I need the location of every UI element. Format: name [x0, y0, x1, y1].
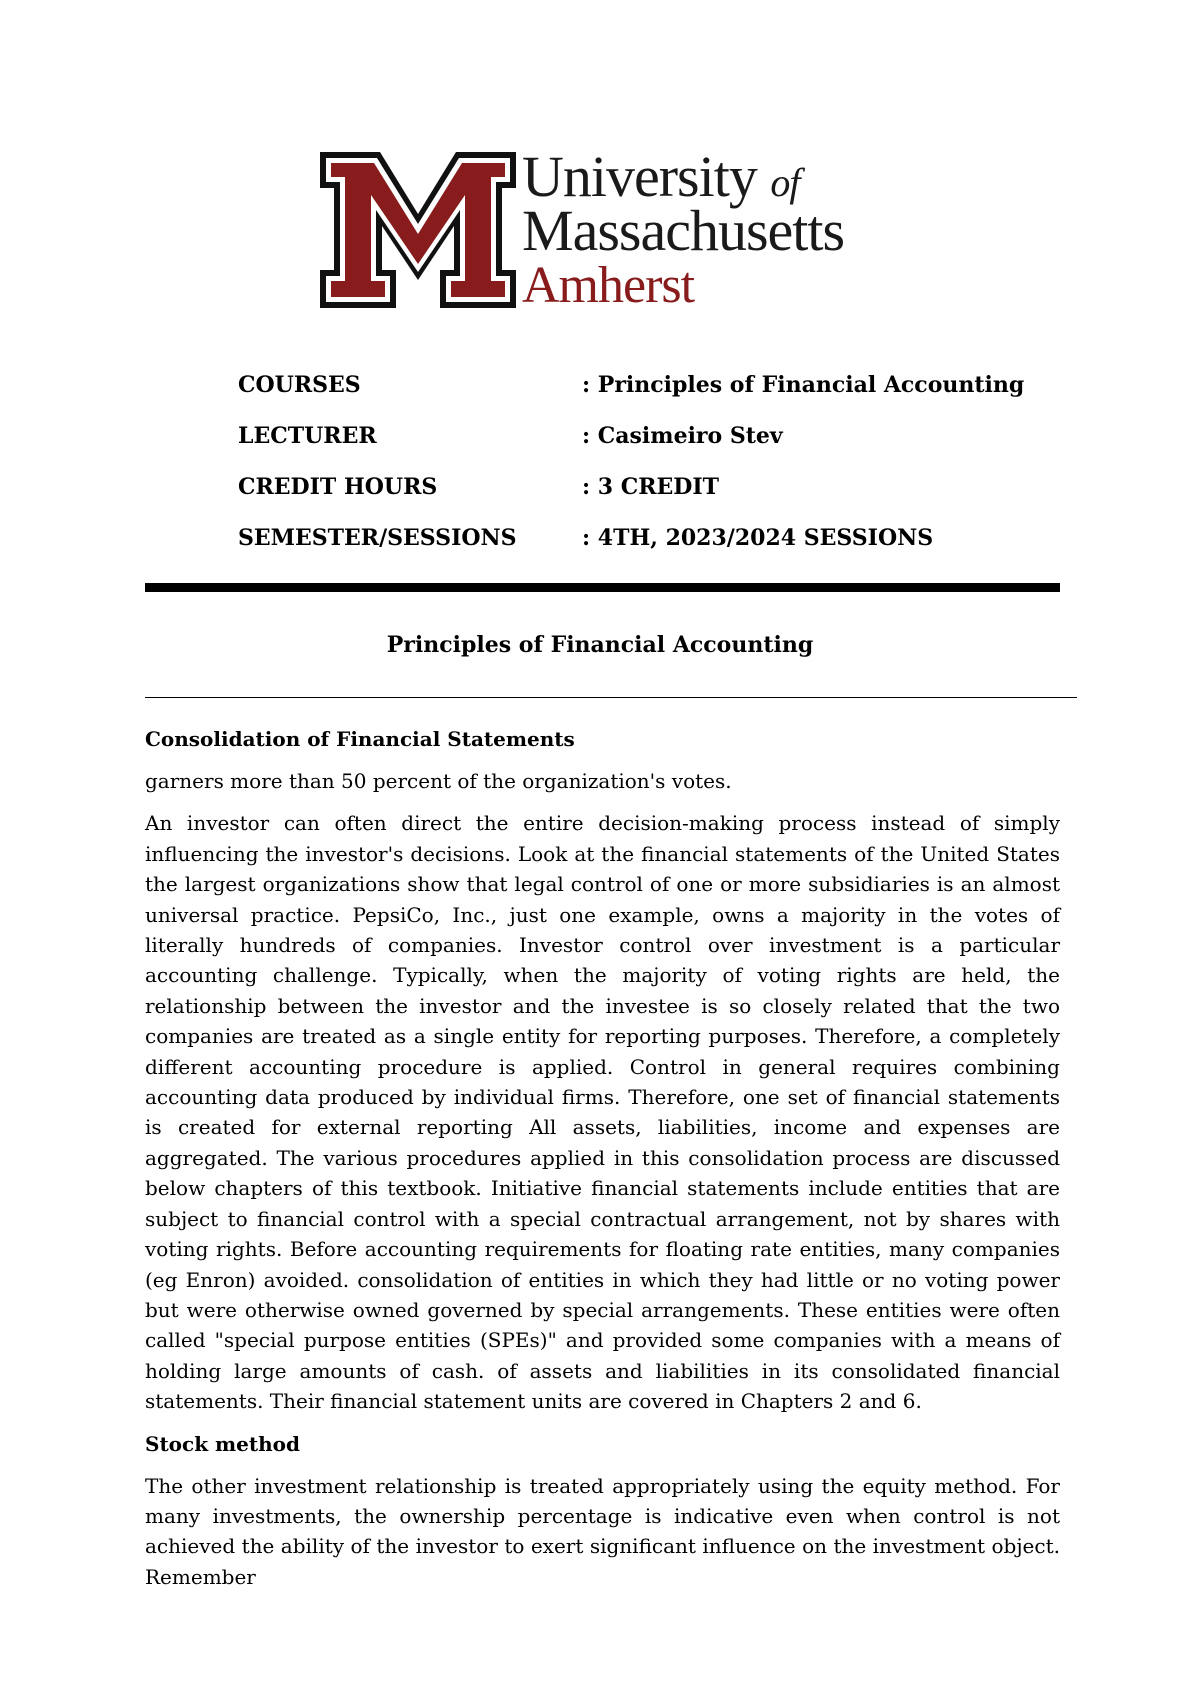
paragraph: The other investment relationship is treated appropriately using the equity method. For many investments, the ownership percentage is indicative even when control is not achieved the ability of the investor to exert significant influence on the investment object. Remember — [145, 1473, 1060, 1589]
course-info-row — [238, 372, 1038, 423]
thin-divider — [145, 697, 1077, 698]
course-info-value: : 3 CREDIT — [582, 474, 720, 500]
course-info-label: SEMESTER/SESSIONS — [238, 525, 517, 551]
section-heading: Stock method — [145, 1431, 301, 1456]
logo-line-university: University of — [522, 144, 800, 209]
course-info-label: CREDIT HOURS — [238, 474, 438, 500]
course-info-table — [238, 372, 1038, 576]
document-body — [145, 724, 1060, 1604]
course-info-row — [238, 423, 1038, 474]
paragraph: garners more than 50 percent of the organization's votes. — [145, 769, 732, 793]
block-m-icon — [318, 150, 518, 310]
thick-divider — [145, 583, 1060, 592]
paragraph: An investor can often direct the entire decision-making process instead of simply influencing the investor's decisions. Look at the financial statements of the United States the largest organizations show that legal control of one or more subsidiaries is an almost universal practice. PepsiCo, Inc., just one example, owns a majority in the votes of literally hundreds of companies. Investor control over investment is a particular accounting challenge. Typically, when the majority of voting rights are held, the relationship between the investor and the investee is so closely related that the two companies are treated as a single entity for reporting purposes. Therefore, a completely different accounting procedure is applied. Control in general requires combining accounting data produced by individual firms. Therefore, one set of financial statements is created for external reporting All assets, liabilities, income and expenses are aggregated. The various procedures applied in this consolidation process are discussed below chapters of this textbook. Initiative financial statements include entities that are subject to financial control with a special contractual arrangement, not by shares with voting rights. Before accounting requirements for floating rate entities, many companies (eg Enron) avoided. consolidation of entities in which they had little or no voting power but were otherwise owned governed by special arrangements. These entities were often called "special purpose entities (SPEs)" and provided some companies with a means of holding large amounts of cash. of assets and liabilities in its consolidated financial statements. Their financial statement units are covered in Chapters 2 and 6. — [145, 811, 1060, 1414]
document-title: Principles of Financial Accounting — [386, 632, 814, 658]
course-info-value: : Casimeiro Stev — [582, 423, 783, 449]
course-info-label: COURSES — [238, 372, 361, 398]
course-info-row — [238, 525, 1038, 576]
course-info-value: : Principles of Financial Accounting — [582, 372, 1025, 398]
course-info-row — [238, 474, 1038, 525]
logo-line-massachusetts: Massachusetts — [522, 198, 845, 263]
section-heading: Consolidation of Financial Statements — [145, 727, 575, 751]
course-info-label: LECTURER — [238, 423, 377, 449]
umass-amherst-logo — [318, 144, 918, 314]
logo-line-amherst: Amherst — [522, 257, 695, 314]
course-info-value: : 4TH, 2023/2024 SESSIONS — [582, 525, 934, 551]
